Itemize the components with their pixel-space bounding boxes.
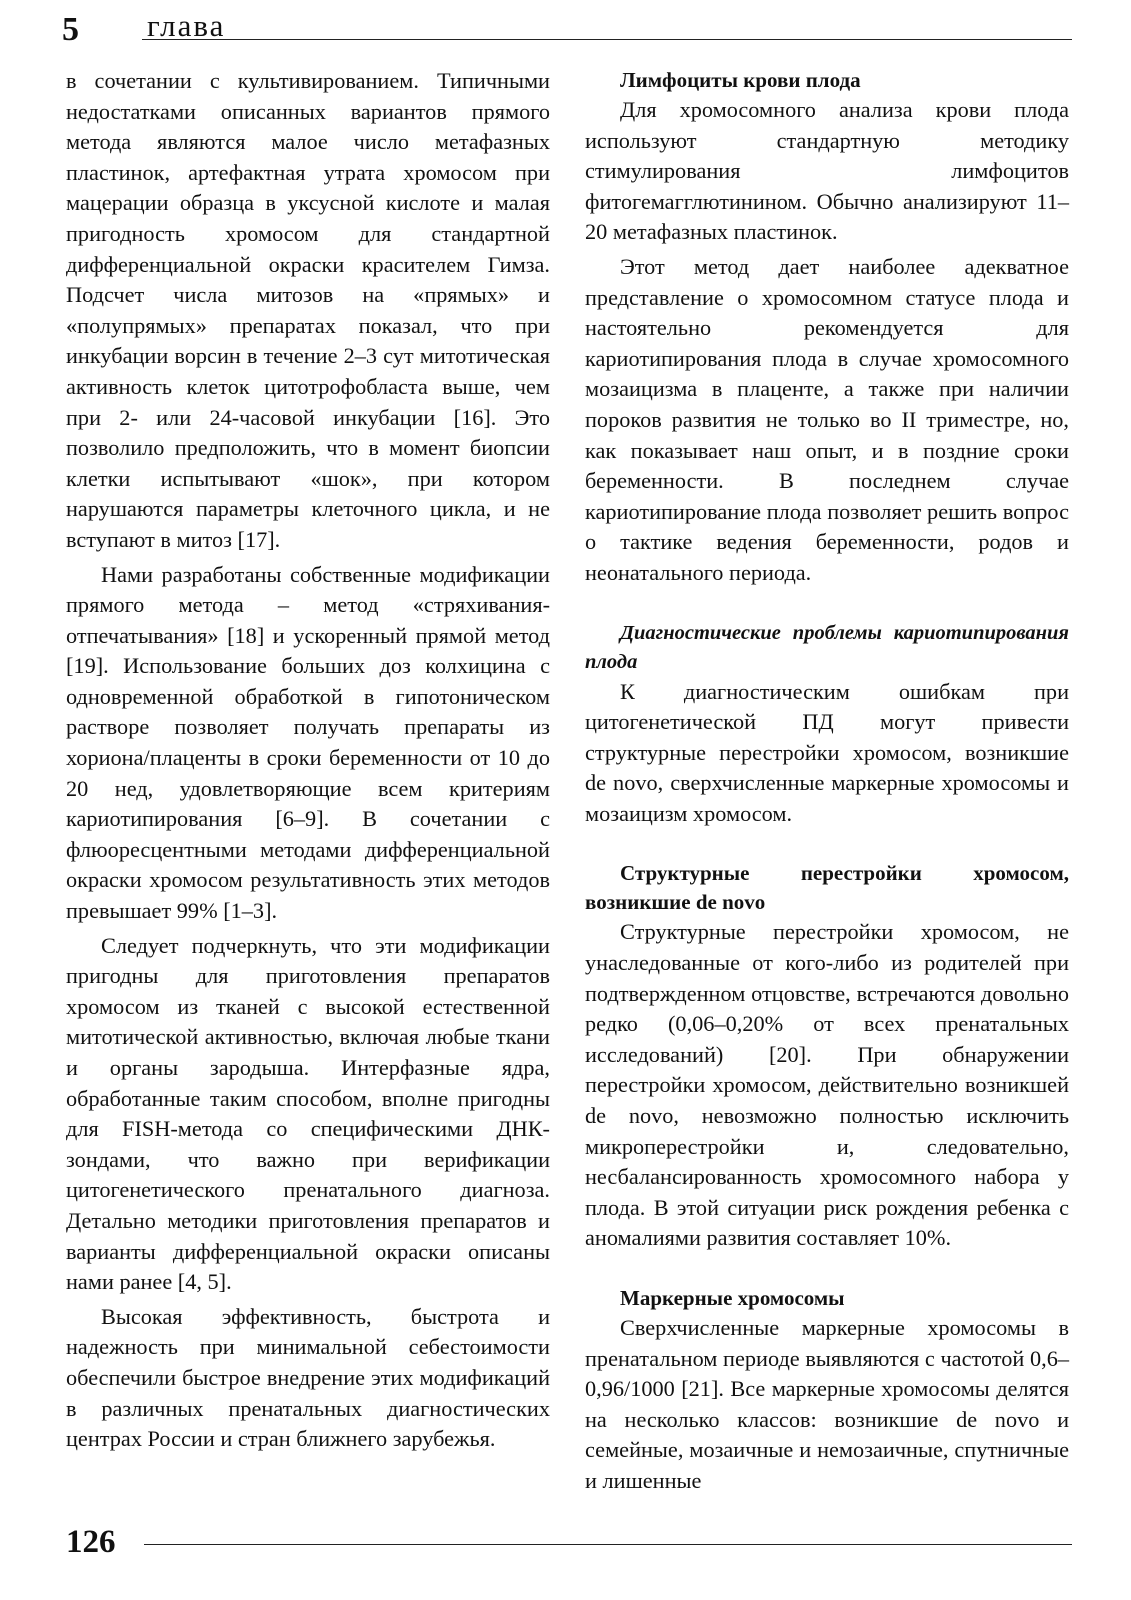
left-column — [66, 66, 550, 1455]
paragraph: Структурные перестройки хромосом, не унаследованные от кого-либо из родителей при подтвержденном отцовстве, встречаются довольно редко (0,06–0,20% от всех пренатальных исследований) [20]. При обнаружении перестройки хромосом, действительно возникшей de novo, невозможно полностью исключить микроперестройки и, следовательно, несбалансированность хромосомного набора у плода. В этой ситуации риск рождения ребенка с аномалиями развития составляет 10%. — [585, 919, 1069, 1251]
paragraph: Этот метод дает наиболее адекватное представление о хромосомном статусе плода и настоятельно рекомендуется для кариотипирования плода в случае хромосомного мозаицизма в плаценте, а также при наличии пороков развития не только во II триместре, но, как показывает наш опыт, и в поздние сроки беременности. В последнем случае кариотипирование плода позволяет решить вопрос о тактике ведения беременности, родов и неонатального периода. — [585, 253, 1069, 585]
paragraph: Сверхчисленные маркерные хромосомы в пренатальном периоде выявляются с частотой 0,6–0,96/1000 [21]. Все маркерные хромосомы делятся на несколько классов: возникшие de novo и семейные, мозаичные и немозаичные, спутничные и лишенные — [585, 1315, 1069, 1493]
header-rule — [142, 39, 1072, 40]
paragraph: Высокая эффективность, быстрота и надежность при минимальной себестоимости обеспечили быстрое внедрение этих модификаций в различных пренатальных диагностических центрах России и стран ближнего зарубежья. — [66, 1303, 550, 1452]
paragraph: К диагностическим ошибкам при цитогенетической ПД могут привести структурные перестройки хромосом, возникшие de novo, сверхчисленные маркерные хромосомы и мозаицизм хромосом. — [585, 678, 1069, 826]
chapter-label: глава — [147, 8, 226, 43]
footer-rule — [144, 1544, 1072, 1545]
paragraph: Следует подчеркнуть, что эти модификации пригодны для приготовления препаратов хромосом из тканей с высокой естественной митотической активностью, включая любые ткани и органы зародыша. Интерфазные ядра, обработанные таким способом, вполне пригодны для FISH-метода со специфическими ДНК-зондами, что важно при верификации цитогенетического пренатального диагноза. Детально методики приготовления препаратов и варианты дифференциальной окраски описаны нами ранее [4, 5]. — [66, 932, 550, 1295]
section — [585, 859, 1069, 1254]
right-column — [585, 66, 1069, 1497]
section-heading: Маркерные хромосомы — [620, 1286, 845, 1310]
section-heading: Диагностические проблемы кариотипирования плода — [585, 621, 1069, 673]
section-heading: Структурные перестройки хромосом, возникшие de novo — [585, 861, 1069, 915]
page-footer — [66, 1522, 1072, 1562]
chapter-number: 5 — [62, 11, 79, 48]
running-header — [62, 8, 1072, 48]
paragraph: Нами разработаны собственные модификации прямого метода – метод «стряхивания-отпечатывания» [18] и ускоренный прямой метод [19]. Использование больших доз колхицина с одновременной обработкой в гипотоническом растворе позволяет получать препараты из хориона/плаценты в сроки беременности от 10 до 20 нед, удовлетворяющие всем критериям кариотипирования [6–9]. В сочетании с флюоресцентными методами дифференциальной окраски хромосом результативность этих методов превышает 99% [1–3]. — [66, 561, 550, 924]
paragraph: в сочетании с культивированием. Типичными недостатками описанных вариантов прямого метода являются малое число метафазных пластинок, артефактная утрата хромосом при мацерации образца в уксусной кислоте и малая пригодность хромосом для стандартной дифференциальной окраски красителем Гимза. Подсчет числа митозов на «прямых» и «полупрямых» препаратах показал, что при инкубации ворсин в течение 2–3 сут митотическая активность клеток цитотрофобласта выше, чем при 2- или 24-часовой инкубации [16]. Это позволило предположить, что в момент биопсии клетки испытывают «шок», при котором нарушаются параметры клеточного цикла, и не вступают в митоз [17]. — [66, 68, 550, 552]
section-heading: Лимфоциты крови плода — [620, 68, 861, 92]
paragraph: Для хромосомного анализа крови плода используют стандартную методику стимулирования лимфоцитов фитогемагглютинином. Обычно анализируют 11–20 метафазных пластинок. — [585, 97, 1069, 245]
section — [585, 619, 1069, 830]
section — [585, 1284, 1069, 1497]
page-number: 126 — [66, 1524, 116, 1560]
